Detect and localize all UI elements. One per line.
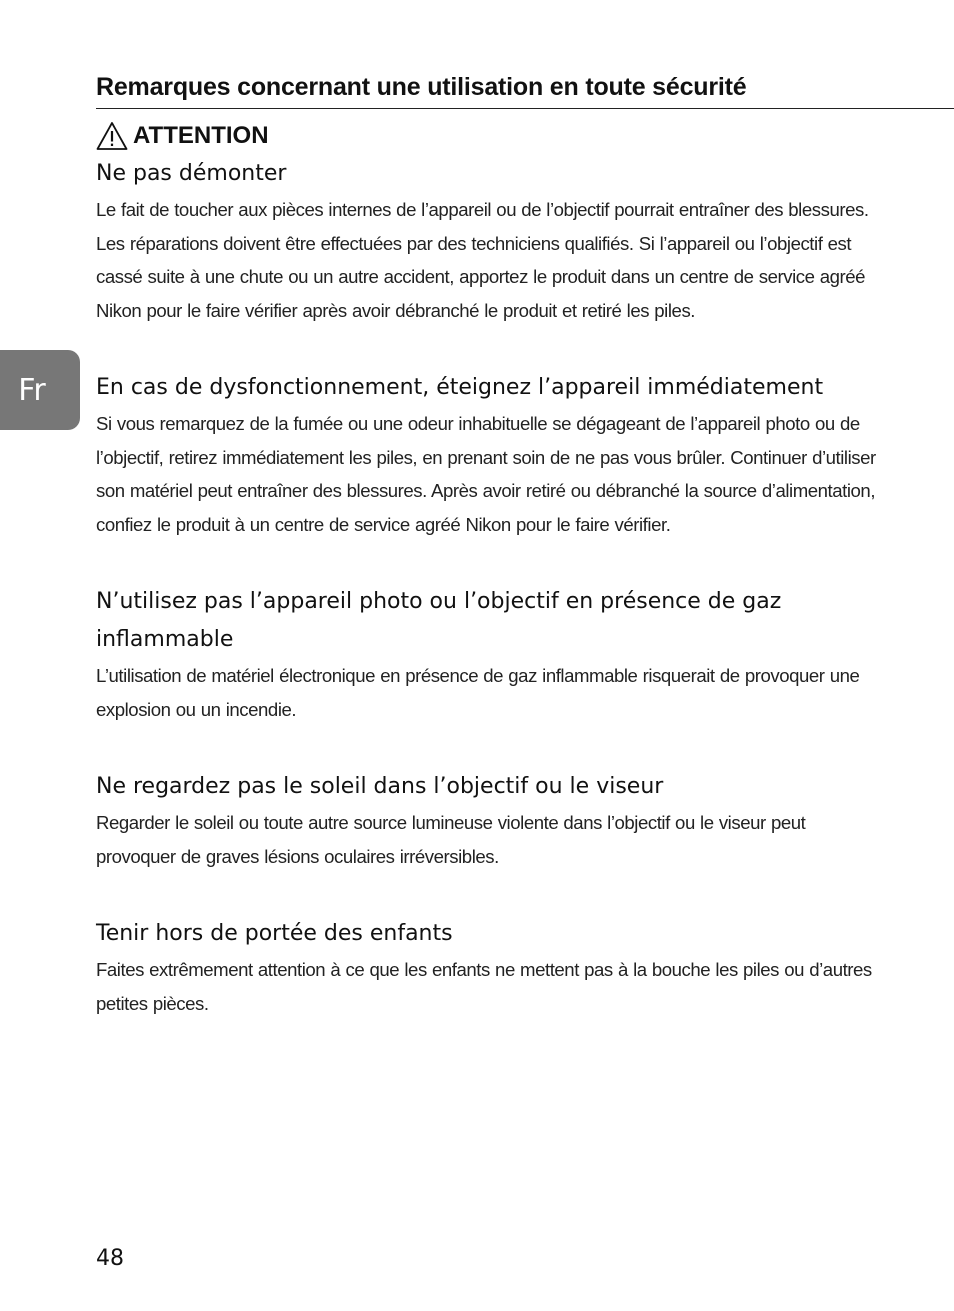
- section-ne-pas-demonter: [96, 155, 876, 328]
- section-body: Si vous remarquez de la fumée ou une odeur inhabituelle se dégageant de l’appareil photo ou de l’objectif, retirez immédiatement les piles, en prenant soin de ne pas vous brûler. Continuer d’utiliser son matériel peut entraîner des blessures. Après avoir retiré ou débranché la source d’alimentation, confiez le produit à un centre de service agréé Nikon pour le faire vérifier.: [96, 413, 876, 536]
- section-heading: Tenir hors de portée des enfants: [96, 921, 453, 946]
- language-tab: [0, 350, 80, 430]
- language-tab-label: Fr: [18, 372, 46, 408]
- section-heading: Ne regardez pas le soleil dans l’objectif ou le viseur: [96, 774, 664, 799]
- section-body: Le fait de toucher aux pièces internes de l’appareil ou de l’objectif pourrait entraîner des blessures. Les réparations doivent être effectuées par des techniciens qualifiés. Si l’appareil ou l’objectif est cassé suite à une chute ou un autre accident, apportez le produit dans un centre de service agréé Nikon pour le faire vérifier après avoir débranché le produit et retiré les piles.: [96, 199, 869, 322]
- section-body: Faites extrêmement attention à ce que les enfants ne mettent pas à la bouche les piles ou d’autres petites pièces.: [96, 959, 872, 1014]
- title-divider: [96, 108, 954, 109]
- page-title: Remarques concernant une utilisation en toute sécurité: [96, 73, 747, 101]
- section-body: L’utilisation de matériel électronique en présence de gaz inflammable risquerait de provoquer une explosion ou un incendie.: [96, 665, 860, 720]
- section-dysfonctionnement: [96, 369, 876, 542]
- section-heading: En cas de dysfonctionnement, éteignez l’appareil immédiatement: [96, 375, 824, 400]
- section-soleil: [96, 768, 876, 873]
- section-enfants: [96, 915, 876, 1020]
- section-heading: Ne pas démonter: [96, 161, 287, 186]
- attention-label: ATTENTION: [133, 122, 269, 149]
- attention-header: [96, 120, 269, 152]
- section-gaz-inflammable: [96, 583, 876, 726]
- section-heading: N’utilisez pas l’appareil photo ou l’objectif en présence de gaz inflammable: [96, 589, 782, 652]
- page-number: 48: [96, 1246, 124, 1271]
- warning-triangle-icon: [96, 121, 128, 151]
- section-body: Regarder le soleil ou toute autre source lumineuse violente dans l’objectif ou le viseur peut provoquer de graves lésions oculaires irréversibles.: [96, 812, 806, 867]
